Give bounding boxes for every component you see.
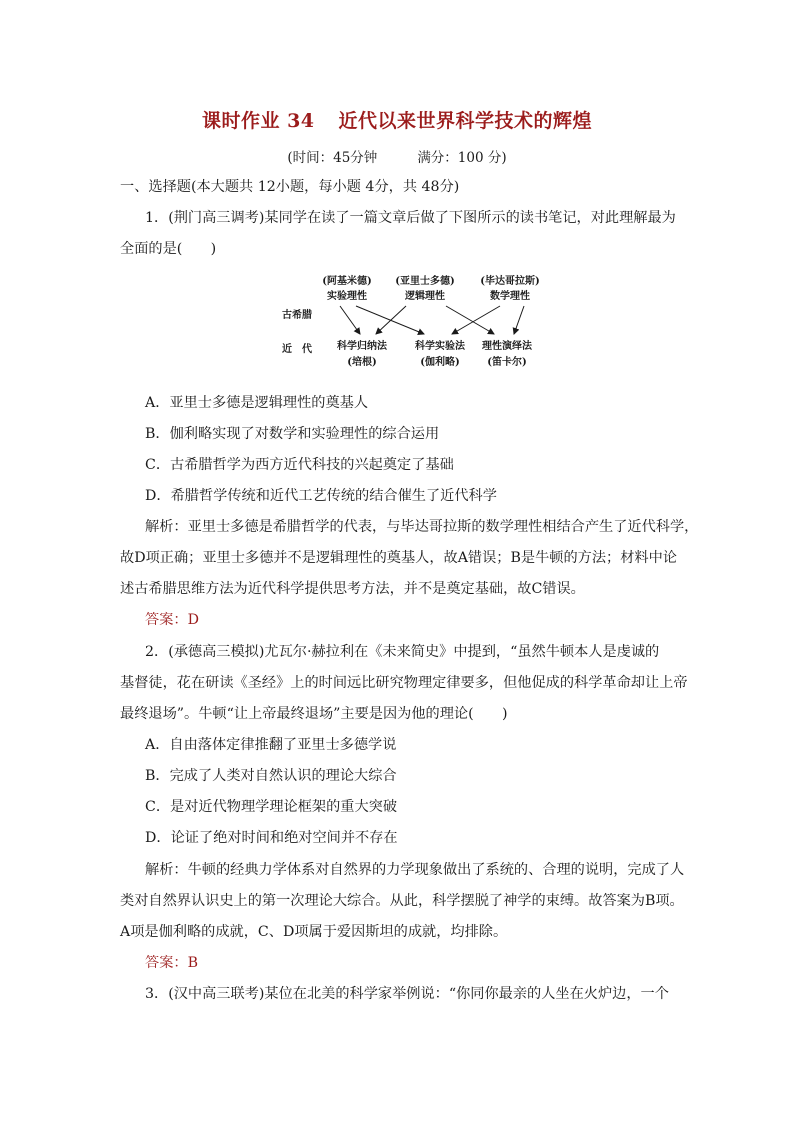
subtitle-score: 满分：100 分) bbox=[417, 150, 507, 166]
q1-analysis-line1: 解析：亚里士多德是希腊哲学的代表，与毕达哥拉斯的数学理性相结合产生了近代科学， bbox=[145, 519, 699, 535]
diagram-bottom-method-3: 理性演绎法 bbox=[482, 341, 532, 352]
title-part1: 课时作业 34 bbox=[201, 110, 315, 132]
q2-stem-line2: 基督徒，花在研读《圣经》上的时间远比研究物理定律要多，但他促成的科学革命却让上帝 bbox=[120, 675, 688, 691]
diagram-top-person-3: (毕达哥拉斯) bbox=[480, 276, 540, 287]
q1-analysis-line3: 述古希腊思维方法为近代科学提供思考方法，并不是奠定基础，故C错误。 bbox=[120, 581, 585, 597]
diagram-arrow-3 bbox=[356, 306, 424, 334]
q1-answer: 答案：D bbox=[145, 612, 199, 628]
diagram-top-concept-2: 逻辑理性 bbox=[405, 291, 445, 302]
subtitle-time: (时间：45分钟 bbox=[287, 150, 378, 166]
page-subtitle bbox=[0, 146, 794, 166]
q1-option-a: A．亚里士多德是逻辑理性的奠基人 bbox=[145, 395, 369, 411]
diagram-bottom-person-1: (培根) bbox=[347, 357, 377, 368]
q2-answer: 答案：B bbox=[145, 955, 198, 971]
q3-stem-line1: 3．(汉中高三联考)某位在北美的科学家举例说：“你同你最亲的人坐在火炉边，一个 bbox=[145, 986, 669, 1002]
q2-option-d: D．论证了绝对时间和绝对空间并不存在 bbox=[145, 830, 398, 846]
q1-option-d: D．希腊哲学传统和近代工艺传统的结合催生了近代科学 bbox=[145, 488, 497, 504]
diagram-row-ancient: 古希腊 bbox=[282, 310, 312, 321]
q2-option-c: C．是对近代物理学理论框架的重大突破 bbox=[145, 799, 398, 815]
diagram-arrow-5 bbox=[446, 306, 494, 334]
diagram-top-concept-3: 数学理性 bbox=[490, 291, 530, 302]
page-title bbox=[0, 106, 794, 133]
diagram-top-person-2: (亚里士多德) bbox=[395, 276, 455, 287]
diagram-row-modern: 近 代 bbox=[282, 344, 312, 355]
q2-analysis-line2: 类对自然界认识史上的第一次理论大综合。从此，科学摆脱了神学的束缚。故答案为B项。 bbox=[120, 893, 684, 909]
q2-analysis-line3: A项是伽利略的成就，C、D项属于爱因斯坦的成就，均排除。 bbox=[120, 924, 508, 940]
q1-analysis-line2: 故D项正确；亚里士多德并不是逻辑理性的奠基人，故A错误；B是牛顿的方法；材料中论 bbox=[120, 550, 677, 566]
diagram-bottom-method-2: 科学实验法 bbox=[415, 341, 465, 352]
diagram-bottom-method-1: 科学归纳法 bbox=[337, 341, 387, 352]
diagram-top-person-1: (阿基米德) bbox=[322, 276, 372, 287]
diagram-top-concept-1: 实验理性 bbox=[327, 291, 367, 302]
diagram-arrow-4 bbox=[452, 306, 500, 334]
diagram-bottom-person-2: (伽利略) bbox=[420, 357, 460, 368]
q2-option-a: A．自由落体定律推翻了亚里士多德学说 bbox=[145, 737, 397, 753]
q1-diagram bbox=[278, 270, 568, 375]
section-heading: 一、选择题(本大题共 12小题，每小题 4分，共 48分) bbox=[120, 179, 460, 195]
q2-stem-line1: 2．(承德高三模拟)尤瓦尔·赫拉利在《未来简史》中提到，“虽然牛顿本人是虔诚的 bbox=[145, 644, 660, 660]
q1-option-b: B．伽利略实现了对数学和实验理性的综合运用 bbox=[145, 426, 440, 442]
q1-stem-line2: 全面的是( ) bbox=[120, 241, 217, 257]
q1-option-c: C．古希腊哲学为西方近代科技的兴起奠定了基础 bbox=[145, 457, 454, 473]
q2-analysis-line1: 解析：牛顿的经典力学体系对自然界的力学现象做出了系统的、合理的说明，完成了人 bbox=[145, 862, 685, 878]
q2-stem-line3: 最终退场”。牛顿“让上帝最终退场”主要是因为他的理论( ) bbox=[120, 706, 508, 722]
q2-option-b: B．完成了人类对自然认识的理论大综合 bbox=[145, 768, 397, 784]
diagram-arrow-6 bbox=[514, 306, 524, 334]
title-part2: 近代以来世界科学技术的辉煌 bbox=[338, 110, 593, 132]
diagram-arrow-1 bbox=[340, 306, 360, 334]
diagram-bottom-person-3: (笛卡尔) bbox=[487, 357, 527, 368]
q1-stem-line1: 1．(荆门高三调考)某同学在读了一篇文章后做了下图所示的读书笔记，对此理解最为 bbox=[145, 210, 676, 226]
